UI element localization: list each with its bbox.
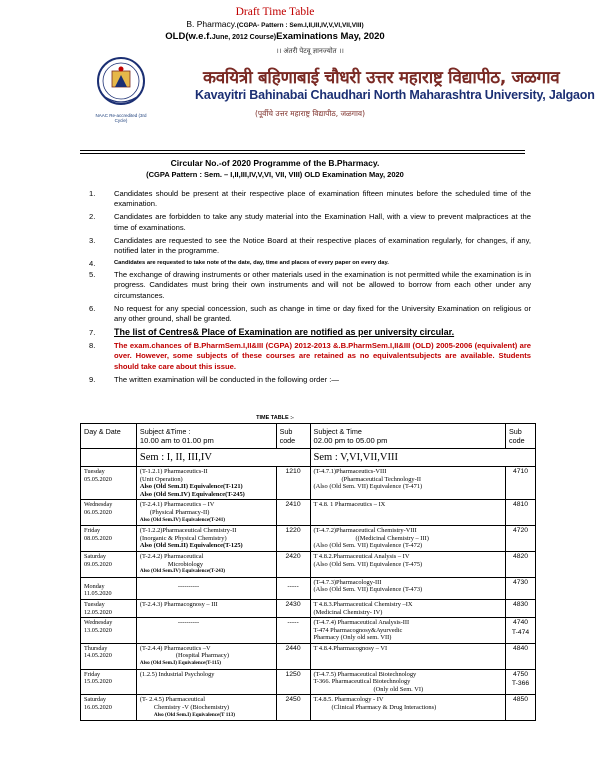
table-row: Friday 15.05.2020 (1.2.5) Industrial Psychology 1250 (T-4.7.5) Pharmaceutical Biotechnology T-366. Pharmaceutical Biotechnology (Only old Sem. VI) 4750 T-366: [81, 669, 536, 695]
table-row: Saturday 16.05.2020 (T- 2.4.5) Pharmaceutical Chemistry -V (Biochemistry) Also (Old Sem.I) Equivalence(T 113) 2450 T.4.8.5. Pharmacology - IV (Clinical Pharmacy & Drug Interactions) 4850: [81, 695, 536, 721]
table-row: Friday 08.05.2020 (T-1.2.2)Pharmaceutical Chemistry-II (Inorganic & Physical Chemistry) Also (Old Sem.II) Equivalence(T-125) 1220 (T-4.7.2)Pharmaceutical Chemistry-VIII ((Medicinal Chemistry – III) (Also (Old Sem. VII) Equivalence (T-472) 4720: [81, 526, 536, 552]
timetable-title: TIME TABLE :-: [256, 415, 294, 421]
table-row: Thursday 14.05.2020 (T-2.4.4) Pharmaceutics –V (Hospital Pharmacy) Also (Old Sem.I) Equivalence(T-115) 2440 T 4.8.4.Pharmacognosy – VI 4840: [81, 643, 536, 669]
header-afternoon: Subject & Time 02.00 pm to 05.00 pm: [310, 424, 505, 449]
timetable: [80, 423, 536, 721]
university-former-name: (पूर्वीचे उत्तर महाराष्ट्र विद्यापीठ, जळगाव): [254, 109, 365, 118]
table-row: Tuesday 05.05.2020 (T-1.2.1) Pharmaceutics-II (Unit Operation) Also (Old Sem.II) Equivalence(T-121) Also (Old Sem.IV) Equivalence(T-245) 1210 (T-4.7.1)Pharmaceutics-VIII (Pharmaceutical Technology-II (Also (Old Sem. VII) Equivalence (T-471) 4710: [81, 467, 536, 500]
program-line: B. Pharmacy.(CGPA- Pattern : Sem.I,II,III,IV,V,VI,VII,VIII): [186, 19, 364, 29]
instruction-item: 4. Candidates are requested to take note of the date, day, time and places of every paper on every day.: [89, 259, 389, 269]
semester-left: Sem : I, II, III,IV: [136, 449, 310, 467]
table-row: Wednesday 06.05.2020 (T-2.4.1) Pharmaceutics – IV (Physical Pharmacy-II) Also (Old Sem.IV) Equivalence(T-241) 2410 T 4.8. 1 Pharmaceutics – IX 4810: [81, 500, 536, 526]
university-name-hindi: कवयित्री बहिणाबाई चौधरी उत्तर महाराष्ट्र विद्यापीठ, जळगाव: [203, 68, 560, 88]
instruction-item: 6. No request for any special concession, such as change in time or day fixed for the University Examination on religious or any other ground, shall be granted.: [89, 303, 531, 324]
header-code-morning: Sub code: [276, 424, 310, 449]
table-row: Tuesday 12.05.2020 (T-2.4.3) Pharmacognosy – III 2430 T 4.8.3.Pharmaceutical Chemistry –IX (Medicinal Chemistry- IV) 4830: [81, 599, 536, 617]
header-day: Day & Date: [81, 424, 137, 449]
instruction-item: 8. The exam.chances of B.PharmSem.I,II&III (CGPA) 2012-2013 &.B.PharmSem.I,II&III (OLD) 2005-2006 (equivalent) are over. However, some subjects of these courses are retained as no equivalentsubjects are available. Students should take care about this issue.: [89, 341, 531, 371]
table-row: Monday 11.05.2020 ---------- ----- (T-4.7.3)Pharmacology-III (Also (Old Sem. VII) Equivalence (T-473) 4730: [81, 577, 536, 599]
instruction-item: 2. Candidates are forbidden to take any study material into the Examination Hall, with a view to prevent malpractices at the time of examinations.: [89, 212, 531, 232]
divider-bottom: [80, 153, 525, 154]
draft-title: Draft Time Table: [235, 6, 315, 18]
page-header: [0, 6, 550, 44]
instruction-item: 3. Candidates are requested to see the Notice Board at their respective places of examination regularly, for changes, if any, notified later in the programme.: [89, 235, 531, 256]
circular-subtitle: (CGPA Pattern : Sem. – I,II,III,IV,V,VI, VII, VIII) OLD Examination May, 2020: [146, 170, 404, 179]
instruction-list: [89, 189, 531, 388]
instruction-item: 9. The written examination will be conducted in the following order :—: [89, 374, 339, 384]
university-logo-icon: [95, 55, 147, 111]
timetable-header-row: [81, 424, 536, 449]
logo-caption: NAAC Re-accredited (3rd Cycle): [95, 113, 147, 123]
university-motto: ।। अंतरी पेटवू ज्ञानज्योत ।।: [276, 48, 344, 55]
semester-row: [81, 449, 536, 467]
table-row: Wednesday 13.05.2020 ---------- ----- (T-4.7.4) Pharmaceutical Analysis-III T-474 Pharmacognosy&Ayurvedic Pharmacy (Only old sem. VII) 4740 T-474: [81, 618, 536, 644]
instruction-item: 1. Candidates should be present at their respective place of examination fifteen minutes before the scheduled time of the examination.: [89, 189, 531, 209]
header-code-afternoon: Sub code: [506, 424, 536, 449]
instruction-item: 5. The exchange of drawing instruments or other materials used in the examination is not permitted while the examination is in progress. Candidates must bring their own instruments and will not be allowed to borrow from each other under any circumstances.: [89, 270, 531, 300]
header-morning: Subject &Time : 10.00 am to 01.00 pm: [136, 424, 276, 449]
university-name-english: Kavayitri Bahinabai Chaudhari North Maharashtra University, Jalgaon: [195, 88, 595, 102]
semester-right: Sem : V,VI,VII,VIII: [310, 449, 535, 467]
instruction-item: 7. The list of Centres& Place of Examination are notified as per university circular.: [89, 327, 455, 338]
divider-top: [80, 150, 525, 151]
exam-line: OLD(w.e.f.June, 2012 Course)Examinations May, 2020: [165, 31, 385, 42]
table-row: Saturday 09.05.2020 (T-2.4.2) Pharmaceutical Microbiology Also (Old Sem.IV) Equivalence(T-243) 2420 T 4.8.2.Pharmaceutical Analysis – IV (Also (Old Sem. VII) Equivalence (T-475) 4820: [81, 551, 536, 577]
circular-title: Circular No.-of 2020 Programme of the B.Pharmacy.: [170, 158, 380, 168]
university-banner: [95, 47, 595, 149]
